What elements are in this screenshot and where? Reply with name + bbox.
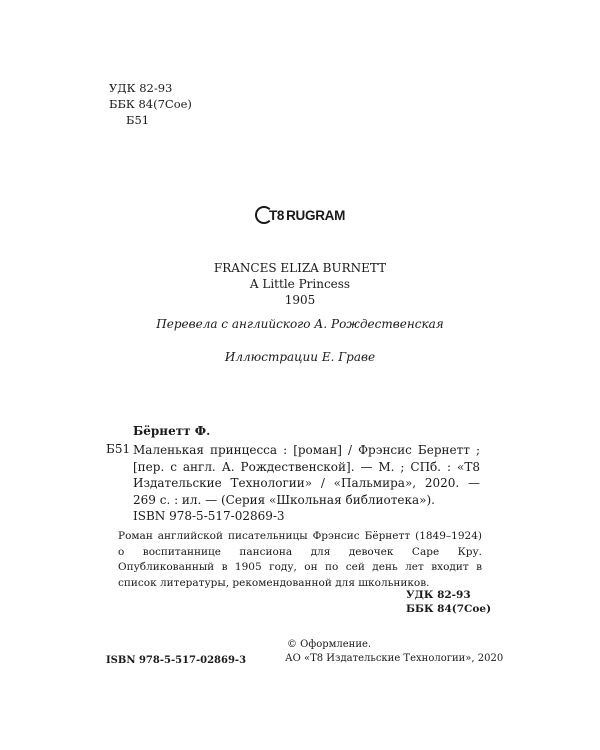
- bbk-code: ББК 84(7Сое): [109, 97, 192, 111]
- udk-code: УДК 82-93: [109, 81, 173, 95]
- bbk-code-bottom: ББК 84(7Сое): [406, 602, 492, 615]
- footer-isbn: ISBN 978-5-517-02869-3: [106, 655, 247, 666]
- publisher-logo: [0, 206, 600, 228]
- publisher-logo-name: RUGRAM: [286, 207, 346, 223]
- bibliographic-description: Маленькая принцесса : [роман] / Фрэнсис Бернетт ; [пер. с англ. А. Рождественской]. — М. ; СПб. : «Т8 Издательские Технологии» / «Пальмира», 2020. — 269 с. : ил. — (Серия «Школьная библиотека»).: [133, 443, 480, 507]
- classification-codes-bottom: [406, 589, 491, 616]
- original-year: 1905: [284, 293, 316, 307]
- original-author: FRANCES ELIZA BURNETT: [213, 261, 387, 275]
- classification-codes-top: [109, 80, 192, 128]
- original-edition: [0, 260, 600, 308]
- copyright-line-1: © Оформление.: [287, 639, 372, 650]
- translator-credit: Перевела с английского А. Рождественская: [156, 317, 444, 331]
- illustrator-credit: Иллюстрации Е. Граве: [224, 350, 376, 364]
- annotation: Роман английской писательницы Фрэнсис Бёрнетт (1849–1924) о воспитаннице пансиона для девочек Саре Кру. Опубликованный в 1905 году, он по сей день лет входит в список литературы, рекомендованной для школьников.: [118, 530, 482, 589]
- author-mark: Б51: [126, 113, 150, 127]
- record-isbn: ISBN 978-5-517-02869-3: [133, 509, 285, 523]
- udk-code-bottom: УДК 82-93: [406, 589, 471, 601]
- author-heading: Бёрнетт Ф.: [133, 424, 211, 438]
- copyright-line-2: АО «Т8 Издательские Технологии», 2020: [285, 652, 504, 664]
- record-author-mark: Б51: [106, 442, 131, 456]
- original-title: A Little Princess: [249, 277, 351, 291]
- copyright-notice: [287, 638, 503, 665]
- publisher-logo-glyph: T8: [268, 207, 285, 223]
